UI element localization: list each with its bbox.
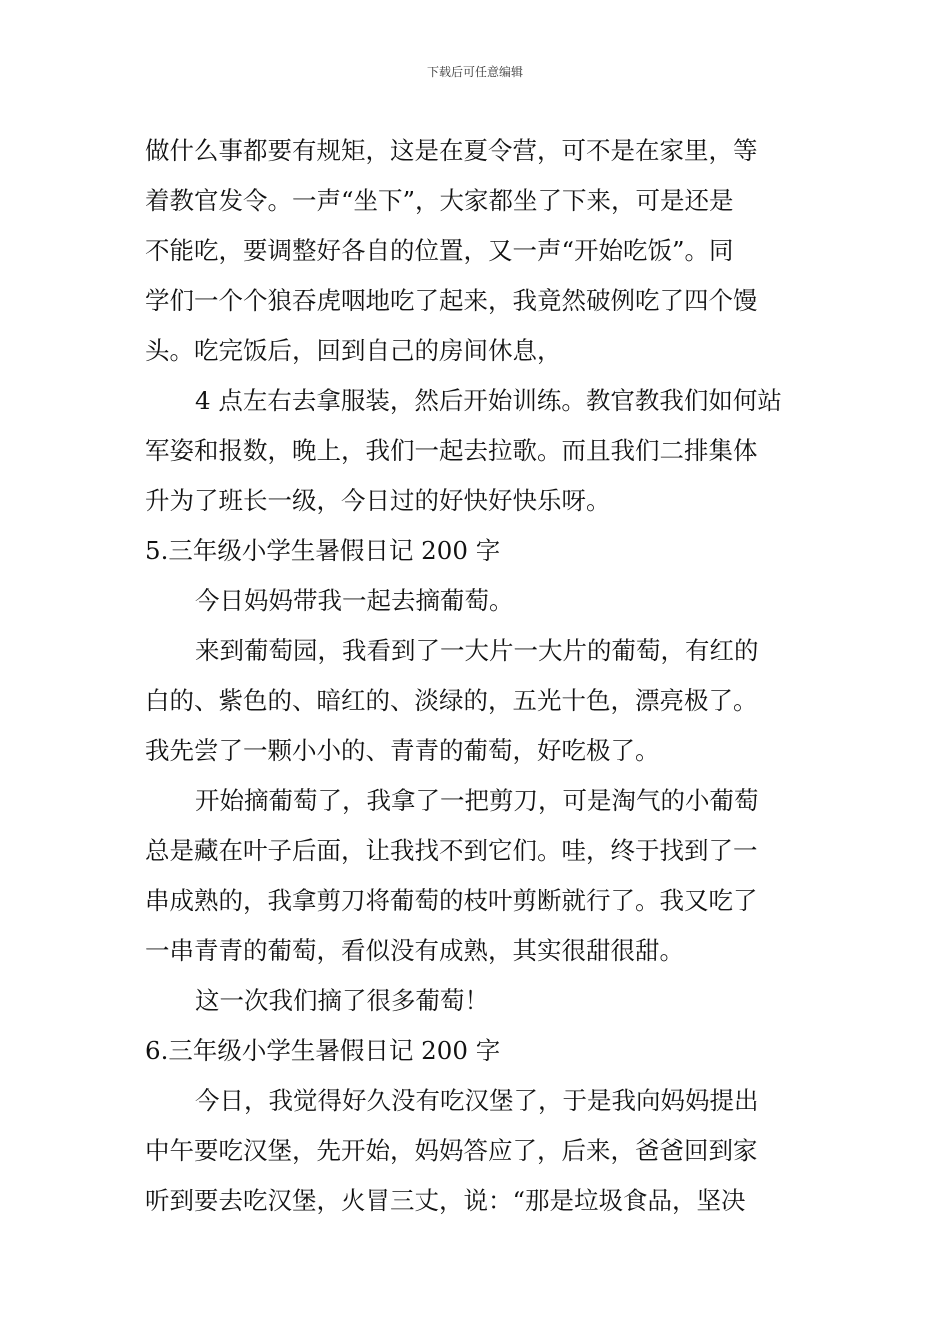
text-line: 今日，我觉得好久没有吃汉堡了，于是我向妈妈提出 xyxy=(195,1086,759,1115)
text-line: 串成熟的，我拿剪刀将葡萄的枝叶剪断就行了。我又吃了 xyxy=(145,886,758,915)
text-line: 这一次我们摘了很多葡萄！ xyxy=(195,986,489,1015)
section-heading: 6.三年级小学生暑假日记 200 字 xyxy=(145,1036,501,1065)
text-line: 开始摘葡萄了，我拿了一把剪刀，可是淘气的小葡萄 xyxy=(195,786,759,815)
text-line: 着教官发令。一声“坐下”，大家都坐了下来，可是还是 xyxy=(145,186,734,215)
text-line: 头。吃完饭后，回到自己的房间休息， xyxy=(145,336,562,365)
text-line: 不能吃，要调整好各自的位置，又一声“开始吃饭”。同 xyxy=(145,236,734,265)
text-line: 中午要吃汉堡，先开始，妈妈答应了，后来，爸爸回到家 xyxy=(145,1136,758,1165)
text-line: 军姿和报数，晚上，我们一起去拉歌。而且我们二排集体 xyxy=(145,436,758,465)
text-line: 白的、紫色的、暗红的、淡绿的，五光十色，漂亮极了。 xyxy=(145,686,758,715)
text-line: 一串青青的葡萄，看似没有成熟，其实很甜很甜。 xyxy=(145,936,684,965)
text-line: 4 点左右去拿服装，然后开始训练。教官教我们如何站 xyxy=(195,386,782,415)
text-line: 听到要去吃汉堡，火冒三丈，说：“那是垃圾食品，坚决 xyxy=(145,1186,746,1215)
text-line: 升为了班长一级，今日过的好快好快乐呀。 xyxy=(145,486,611,515)
document-body xyxy=(145,126,815,1226)
page-header: 下载后可任意编辑 xyxy=(426,65,523,79)
text-line: 学们一个个狼吞虎咽地吃了起来，我竟然破例吃了四个馒 xyxy=(145,286,758,315)
text-line: 来到葡萄园，我看到了一大片一大片的葡萄，有红的 xyxy=(195,636,759,665)
text-line: 做什么事都要有规矩，这是在夏令营，可不是在家里，等 xyxy=(145,136,758,165)
text-line: 我先尝了一颗小小的、青青的葡萄，好吃极了。 xyxy=(145,736,660,765)
text-line: 今日妈妈带我一起去摘葡萄。 xyxy=(195,586,514,615)
text-line: 总是藏在叶子后面，让我找不到它们。哇，终于找到了一 xyxy=(145,836,758,865)
section-heading: 5.三年级小学生暑假日记 200 字 xyxy=(145,536,501,565)
